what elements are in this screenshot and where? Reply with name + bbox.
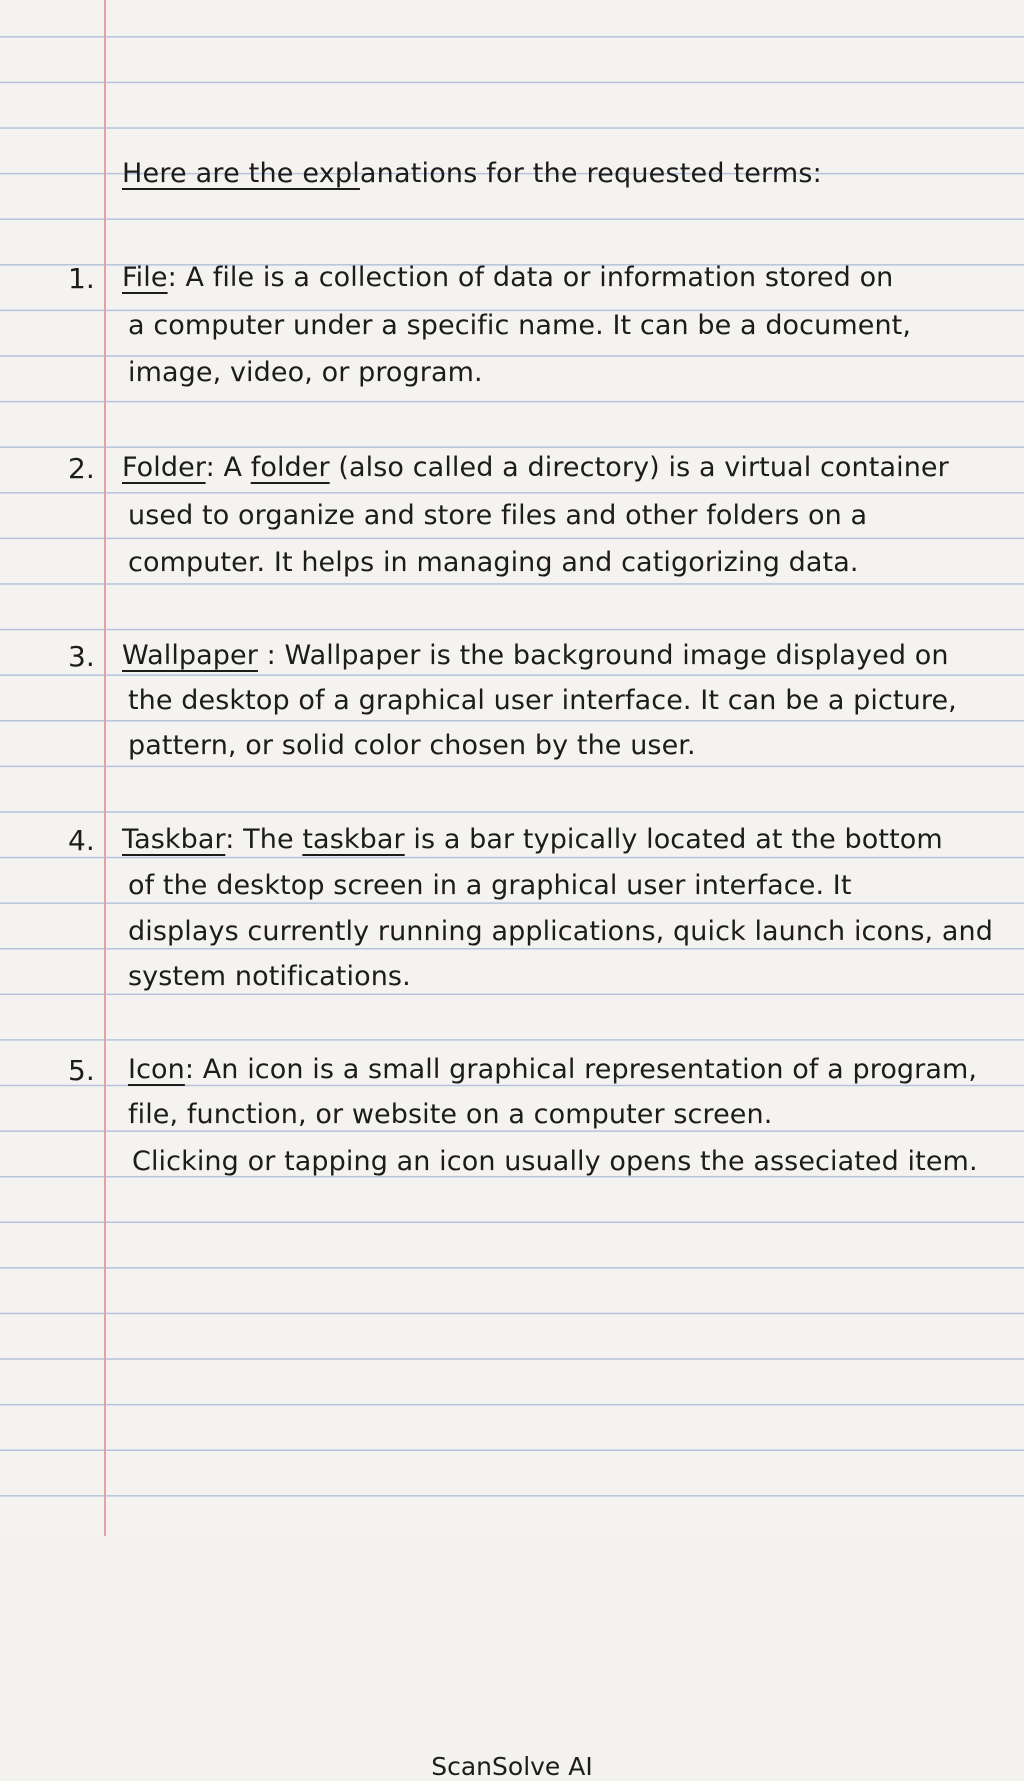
item-line: a computer under a specific name. It can be a document, (128, 310, 912, 341)
item-line: system notifications. (128, 961, 411, 992)
item-line: displays currently running applications, quick launch icons, and (128, 916, 993, 947)
item-number: 5. (68, 1054, 95, 1087)
item-number: 1. (68, 262, 95, 295)
item-line: pattern, or solid color chosen by the user. (128, 730, 696, 761)
item-line: the desktop of a graphical user interface. It can be a picture, (128, 685, 957, 716)
underlined-word: folder (250, 452, 330, 483)
item-line: Icon: An icon is a small graphical representation of a program, (128, 1054, 978, 1085)
item-line (122, 262, 893, 293)
item-number: 4. (68, 824, 95, 857)
item-line: Wallpaper : Wallpaper is the background image displayed on (122, 640, 949, 671)
item-line: of the desktop screen in a graphical user interface. It (128, 870, 852, 901)
item-number: 2. (68, 452, 95, 485)
heading-rest: anations for the requested terms: (359, 158, 822, 189)
margin-line (104, 0, 106, 1536)
item-line: Folder: A folder (also called a directory) is a virtual container (122, 452, 949, 483)
term-file: File (122, 262, 168, 293)
item-number: 3. (68, 640, 95, 673)
page-heading (122, 158, 822, 189)
watermark-label: ScanSolve AI (431, 1752, 593, 1781)
underlined-word: taskbar (302, 824, 405, 855)
item-line: file, function, or website on a computer screen. (128, 1099, 773, 1130)
term-taskbar: Taskbar (122, 824, 226, 855)
heading-underlined: Here are the expl (122, 158, 360, 189)
item-line: computer. It helps in managing and catigorizing data. (128, 547, 859, 578)
term-wallpaper: Wallpaper (122, 640, 258, 671)
item-line: Taskbar: The taskbar is a bar typically located at the bottom (122, 824, 943, 855)
item-line: Clicking or tapping an icon usually opens the asseciated item. (132, 1146, 978, 1177)
item-line: image, video, or program. (128, 357, 483, 388)
item-line: used to organize and store files and other folders on a (128, 500, 868, 531)
term-folder: Folder (122, 452, 206, 483)
term-icon: Icon (128, 1054, 185, 1085)
item-text: : A file is a collection of data or information stored on (167, 262, 894, 293)
